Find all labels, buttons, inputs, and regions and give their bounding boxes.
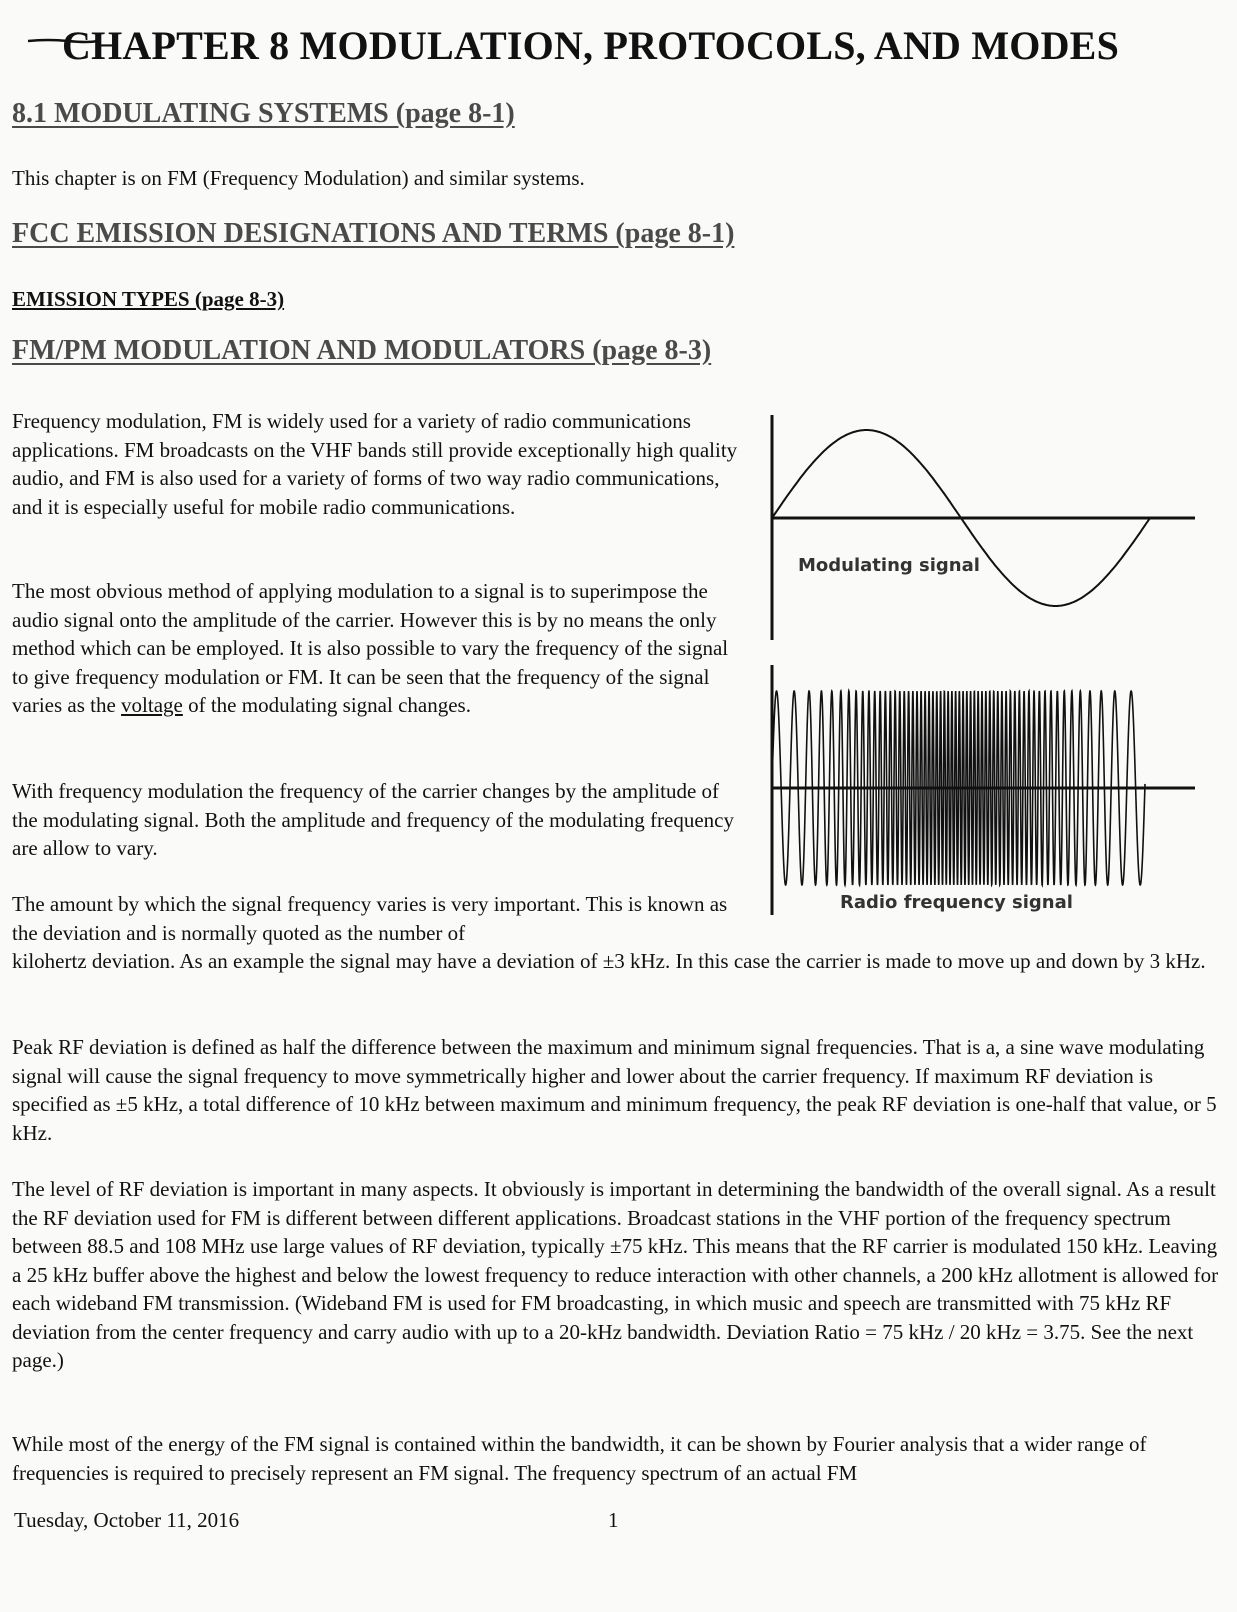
section-title-emission-types: EMISSION TYPES (page 8-3): [12, 287, 285, 311]
paragraph-modulation-method: [12, 577, 742, 720]
paragraph-peak-deviation: Peak RF deviation is defined as half the difference between the maximum and minimum signal frequencies. That is a, a sine wave modulating signal will cause the signal frequency to move symmetrically higher and lower about the carrier frequency. If maximum RF deviation is specified as ±5 kHz, a total difference of 10 kHz between maximum and minimum frequency, the peak RF deviation is one-half that value, or 5 kHz.: [12, 1035, 1217, 1145]
modulating-signal-label: Modulating signal: [798, 555, 980, 576]
paragraph-fm-intro: Frequency modulation, FM is widely used for a variety of radio communications applications. FM broadcasts on the VHF bands still provide exceptionally high quality audio, and FM is also used for a variety of forms of two way radio communications, and it is especially useful for mobile radio communications.: [12, 409, 738, 519]
section-title-fcc-emission: FCC EMISSION DESIGNATIONS AND TERMS (page 8-1): [12, 218, 735, 249]
paragraph-deviation-b: kilohertz deviation. As an example the signal may have a deviation of ±3 kHz. In this case the carrier is made to move up and down by 3 kHz.: [12, 949, 1206, 973]
paragraph-deviation-a: The amount by which the signal frequency varies is very important. This is known as the deviation and is normally quoted as the number of: [12, 892, 728, 945]
page-number: 1: [608, 1508, 619, 1532]
fm-waveform-figure: [760, 415, 1220, 920]
paragraph-fm-energy: While most of the energy of the FM signal is contained within the bandwidth, it can be shown by Fourier analysis that a wider range of frequencies is required to precisely represent an FM signal. The frequency spectrum of an actual FM: [12, 1432, 1147, 1485]
rf-signal-label: Radio frequency signal: [840, 892, 1073, 913]
chapter-title: CHAPTER 8 MODULATION, PROTOCOLS, AND MODES: [62, 23, 1120, 68]
paragraph-rf-deviation-level: The level of RF deviation is important in many aspects. It obviously is important in determining the bandwidth of the overall signal. As a result the RF deviation used for FM is different between different applications. Broadcast stations in the VHF portion of the frequency spectrum between 88.5 and 108 MHz use large values of RF deviation, typically ±75 kHz. This means that the RF carrier is modulated 150 kHz. Leaving a 25 kHz buffer above the highest and below the lowest frequency to reduce interaction with other channels, a 200 kHz allotment is allowed for each wideband FM transmission. (Wideband FM is used for FM broadcasting, in which music and speech are transmitted with 75 kHz RF deviation from the center frequency and carry audio with up to a 20-kHz bandwidth. Deviation Ratio = 75 kHz / 20 kHz = 3.75. See the next page.): [12, 1177, 1219, 1372]
waveform-diagram: [760, 415, 1220, 920]
section-title-modulating-systems: 8.1 MODULATING SYSTEMS (page 8-1): [12, 98, 515, 129]
paragraph-frequency-modulation: With frequency modulation the frequency of the carrier changes by the amplitude of the modulating signal. Both the amplitude and frequency of the modulating frequency are allow to vary.: [12, 779, 734, 860]
section-intro: This chapter is on FM (Frequency Modulation) and similar systems.: [12, 166, 585, 190]
paragraph-modulation-method-b: of the modulating signal changes.: [182, 693, 471, 717]
footer-date: Tuesday, October 11, 2016: [14, 1508, 240, 1532]
voltage-link[interactable]: voltage: [121, 693, 183, 717]
paragraph-modulation-method-a: The most obvious method of applying modulation to a signal is to superimpose the audio signal onto the amplitude of the carrier. However this is by no means the only method which can be employed. It is also possible to vary the frequency of the signal to give frequency modulation or FM. It can be seen that the frequency of the signal varies as the: [12, 579, 729, 717]
section-title-fm-pm: FM/PM MODULATION AND MODULATORS (page 8-3): [12, 335, 712, 366]
